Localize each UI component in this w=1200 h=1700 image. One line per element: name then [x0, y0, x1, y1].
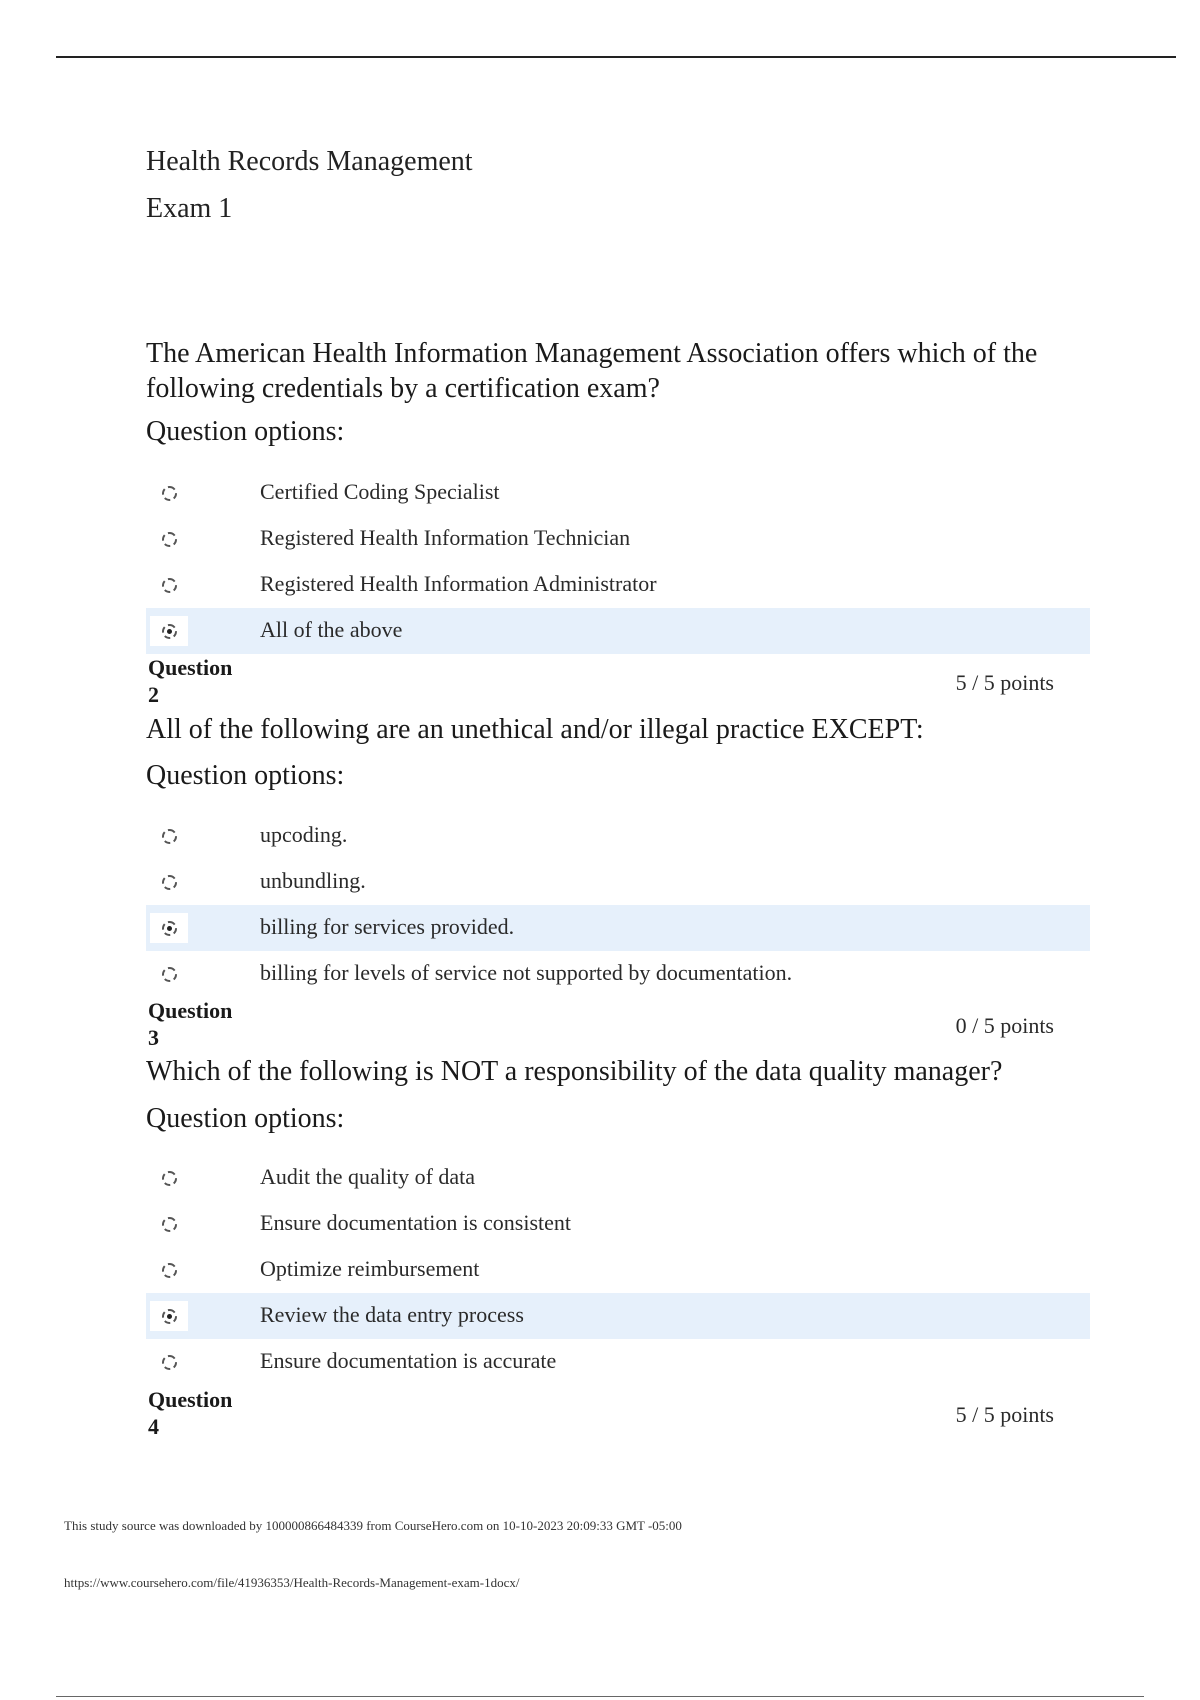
radio-button[interactable]	[150, 1255, 188, 1285]
question-2-option[interactable]	[146, 951, 1090, 997]
option-label: Optimize reimbursement	[260, 1256, 480, 1281]
radio-checked-icon	[162, 921, 177, 936]
question-1-option[interactable]	[146, 470, 1090, 516]
question-4-points: 5 / 5 points	[955, 1402, 1054, 1427]
radio-button[interactable]	[150, 821, 188, 851]
radio-unchecked-icon	[162, 486, 177, 501]
question-1-option[interactable]	[146, 562, 1090, 608]
option-label: Ensure documentation is consistent	[260, 1210, 571, 1235]
radio-button[interactable]	[150, 913, 188, 943]
radio-unchecked-icon	[162, 1171, 177, 1186]
option-label: Audit the quality of data	[260, 1164, 476, 1189]
question-2-header	[148, 654, 232, 708]
question-3-text: Which of the following is NOT a responsibility of the data quality manager?	[146, 1056, 1003, 1087]
question-number: 3	[148, 1025, 159, 1050]
source-url[interactable]: https://www.coursehero.com/file/41936353/Health-Records-Management-exam-1docx/	[64, 1575, 520, 1590]
question-3-option[interactable]	[146, 1155, 1090, 1201]
radio-button[interactable]	[150, 570, 188, 600]
radio-unchecked-icon	[162, 1263, 177, 1278]
radio-unchecked-icon	[162, 1355, 177, 1370]
radio-unchecked-icon	[162, 875, 177, 890]
radio-checked-icon	[162, 624, 177, 639]
question-3-options-label: Question options:	[146, 1103, 345, 1134]
radio-unchecked-icon	[162, 1217, 177, 1232]
question-3-points: 0 / 5 points	[955, 1013, 1054, 1038]
radio-button[interactable]	[150, 478, 188, 508]
radio-button[interactable]	[150, 1301, 188, 1331]
question-2-option[interactable]	[146, 859, 1090, 905]
question-2-option[interactable]	[146, 813, 1090, 859]
option-label: unbundling.	[260, 868, 366, 893]
option-label: Ensure documentation is accurate	[260, 1348, 557, 1373]
question-3-option[interactable]	[146, 1247, 1090, 1293]
question-number: 2	[148, 682, 159, 707]
question-3-header	[148, 997, 232, 1051]
option-label: Registered Health Information Administrator	[260, 571, 657, 596]
question-1-option[interactable]	[146, 516, 1090, 562]
question-1-option-selected[interactable]	[146, 608, 1090, 654]
radio-button[interactable]	[150, 959, 188, 989]
question-2-points: 5 / 5 points	[955, 670, 1054, 695]
option-label: Review the data entry process	[260, 1302, 524, 1327]
radio-unchecked-icon	[162, 532, 177, 547]
question-label: Question	[148, 655, 233, 680]
radio-button[interactable]	[150, 616, 188, 646]
radio-unchecked-icon	[162, 829, 177, 844]
option-label: billing for levels of service not supported by documentation.	[260, 960, 793, 985]
question-2-option-selected[interactable]	[146, 905, 1090, 951]
radio-button[interactable]	[150, 1347, 188, 1377]
question-2-text: All of the following are an unethical and/or illegal practice EXCEPT:	[146, 714, 924, 745]
bottom-rule	[56, 1696, 1144, 1697]
question-3-option-selected[interactable]	[146, 1293, 1090, 1339]
top-rule	[56, 56, 1176, 58]
question-3-option[interactable]	[146, 1201, 1090, 1247]
option-label: upcoding.	[260, 822, 348, 847]
question-label: Question	[148, 1387, 233, 1412]
radio-button[interactable]	[150, 1209, 188, 1239]
radio-button[interactable]	[150, 524, 188, 554]
question-3-option[interactable]	[146, 1339, 1090, 1385]
question-4-header	[148, 1386, 232, 1440]
download-notice: This study source was downloaded by 100000866484339 from CourseHero.com on 10-10-2023 20:09:33 GMT -05:00	[64, 1518, 682, 1533]
question-label: Question	[148, 998, 233, 1023]
radio-unchecked-icon	[162, 967, 177, 982]
question-number: 4	[148, 1414, 159, 1439]
radio-unchecked-icon	[162, 578, 177, 593]
question-1-options-label: Question options:	[146, 416, 345, 447]
question-2-options-label: Question options:	[146, 760, 345, 791]
option-label: Certified Coding Specialist	[260, 479, 500, 504]
option-label: Registered Health Information Technician	[260, 525, 631, 550]
radio-button[interactable]	[150, 1163, 188, 1193]
document-title: Health Records Management	[146, 146, 473, 177]
document-subtitle: Exam 1	[146, 193, 233, 224]
radio-button[interactable]	[150, 867, 188, 897]
radio-checked-icon	[162, 1309, 177, 1324]
option-label: All of the above	[260, 617, 403, 642]
question-1-text: The American Health Information Management Association offers which of the following credentials by a certification exam?	[146, 338, 1038, 404]
option-label: billing for services provided.	[260, 914, 515, 939]
